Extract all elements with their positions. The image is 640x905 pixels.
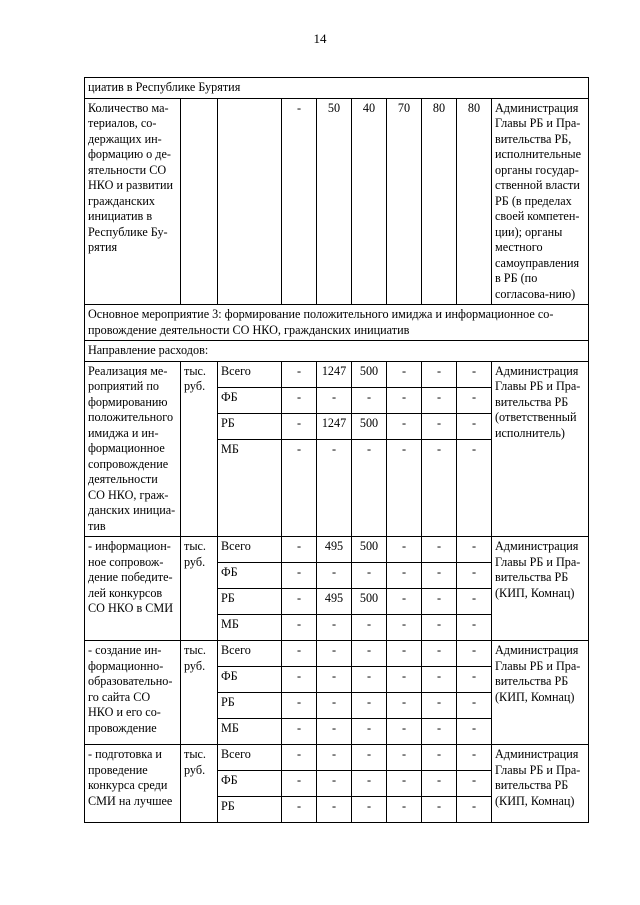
funding-value: - xyxy=(387,387,422,413)
funding-value: - xyxy=(457,387,492,413)
funding-value: - xyxy=(457,745,492,771)
funding-value: - xyxy=(387,589,422,615)
funding-value: - xyxy=(282,667,317,693)
indicator-value: 80 xyxy=(457,98,492,305)
activity-name: Реализация ме-роприятий по формированию положительного имиджа и ин-формационное сопровождение деятельности СО НКО, граж-данских инициа-тив xyxy=(85,361,181,537)
funding-value: - xyxy=(317,387,352,413)
funding-value: - xyxy=(387,563,422,589)
funding-source: ФБ xyxy=(218,387,282,413)
indicator-value: 70 xyxy=(387,98,422,305)
funding-source: Всего xyxy=(218,361,282,387)
funding-source: ФБ xyxy=(218,563,282,589)
funding-value: - xyxy=(422,387,457,413)
funding-value: - xyxy=(457,667,492,693)
funding-value: - xyxy=(352,563,387,589)
funding-source: Всего xyxy=(218,745,282,771)
funding-value: - xyxy=(352,719,387,745)
funding-value: - xyxy=(422,615,457,641)
activity-unit: тыс. руб. xyxy=(181,641,218,745)
funding-source: ФБ xyxy=(218,771,282,797)
funding-source: РБ xyxy=(218,797,282,823)
funding-value: - xyxy=(317,797,352,823)
funding-value: - xyxy=(422,361,457,387)
funding-value: 1247 xyxy=(317,361,352,387)
funding-value: - xyxy=(387,537,422,563)
funding-value: - xyxy=(352,693,387,719)
funding-value: - xyxy=(422,563,457,589)
direction-row xyxy=(85,341,589,362)
indicator-value: - xyxy=(282,98,317,305)
funding-value: - xyxy=(387,413,422,439)
funding-value: - xyxy=(422,797,457,823)
funding-value: - xyxy=(317,771,352,797)
activity-responsible: Администрация Главы РБ и Пра-вительства РБ (КИП, Комнац) xyxy=(492,537,589,641)
funding-value: - xyxy=(282,719,317,745)
funding-value: - xyxy=(422,413,457,439)
funding-value: - xyxy=(282,745,317,771)
funding-value: - xyxy=(422,693,457,719)
activity-responsible: Администрация Главы РБ и Пра-вительства РБ (КИП, Комнац) xyxy=(492,745,589,823)
funding-value: - xyxy=(457,797,492,823)
funding-value: - xyxy=(282,439,317,536)
funding-source: РБ xyxy=(218,413,282,439)
activity-name: - информацион-ное сопровож-дение победите-лей конкурсов СО НКО в СМИ xyxy=(85,537,181,641)
page-number: 14 xyxy=(313,31,327,46)
funding-value: - xyxy=(457,693,492,719)
program-table xyxy=(84,77,589,823)
funding-value: - xyxy=(457,563,492,589)
funding-value: - xyxy=(317,641,352,667)
funding-source: РБ xyxy=(218,693,282,719)
funding-value: - xyxy=(457,641,492,667)
funding-value: - xyxy=(317,563,352,589)
funding-value: 500 xyxy=(352,413,387,439)
activity-responsible: Администрация Главы РБ и Пра-вительства РБ (КИП, Комнац) xyxy=(492,641,589,745)
activity-unit: тыс. руб. xyxy=(181,537,218,641)
funding-value: - xyxy=(352,771,387,797)
funding-value: - xyxy=(457,615,492,641)
indicator-responsible: Администрация Главы РБ и Пра-вительства РБ, исполнительные органы государ-ственной власти РБ (в пределах своей компетен-ции); органы местного самоуправления в РБ (по согласова-нию) xyxy=(492,98,589,305)
funding-value: - xyxy=(282,771,317,797)
funding-value: - xyxy=(282,641,317,667)
indicator-value: 40 xyxy=(352,98,387,305)
funding-value: - xyxy=(282,693,317,719)
funding-value: - xyxy=(282,387,317,413)
continuation-row xyxy=(85,78,589,99)
funding-value: - xyxy=(457,537,492,563)
funding-value: - xyxy=(352,797,387,823)
funding-value: - xyxy=(282,615,317,641)
funding-value: - xyxy=(387,439,422,536)
funding-value: - xyxy=(317,745,352,771)
funding-value: - xyxy=(317,615,352,641)
funding-value: - xyxy=(352,641,387,667)
funding-value: - xyxy=(422,589,457,615)
funding-value: - xyxy=(422,537,457,563)
funding-value: - xyxy=(387,361,422,387)
main-event-row xyxy=(85,305,589,341)
funding-value: - xyxy=(387,667,422,693)
funding-value: - xyxy=(352,387,387,413)
funding-value: 500 xyxy=(352,589,387,615)
funding-value: - xyxy=(457,589,492,615)
table-row xyxy=(85,361,589,387)
funding-value: - xyxy=(457,361,492,387)
funding-value: - xyxy=(352,745,387,771)
funding-value: - xyxy=(457,439,492,536)
funding-value: - xyxy=(387,693,422,719)
funding-value: - xyxy=(352,615,387,641)
indicator-row xyxy=(85,98,589,305)
funding-source: Всего xyxy=(218,641,282,667)
funding-value: 495 xyxy=(317,589,352,615)
funding-source: ФБ xyxy=(218,667,282,693)
funding-value: - xyxy=(422,667,457,693)
funding-value: - xyxy=(387,615,422,641)
activity-responsible: Администрация Главы РБ и Пра-вительства РБ (ответственный исполнитель) xyxy=(492,361,589,537)
funding-value: - xyxy=(282,361,317,387)
funding-value: - xyxy=(422,771,457,797)
funding-value: - xyxy=(387,797,422,823)
funding-value: - xyxy=(422,439,457,536)
indicator-source xyxy=(218,98,282,305)
funding-value: - xyxy=(422,719,457,745)
funding-value: - xyxy=(317,667,352,693)
indicator-value: 50 xyxy=(317,98,352,305)
funding-value: - xyxy=(387,771,422,797)
funding-value: - xyxy=(422,641,457,667)
funding-value: - xyxy=(282,797,317,823)
funding-source: РБ xyxy=(218,589,282,615)
funding-value: - xyxy=(457,719,492,745)
table-row xyxy=(85,745,589,771)
table-row xyxy=(85,641,589,667)
table-row xyxy=(85,537,589,563)
funding-value: - xyxy=(457,413,492,439)
funding-value: - xyxy=(317,439,352,536)
funding-value: 1247 xyxy=(317,413,352,439)
funding-value: - xyxy=(282,537,317,563)
funding-value: 500 xyxy=(352,361,387,387)
indicator-name: Количество ма-териалов, со-держащих ин-формацию о де-ятельности СО НКО и развитии гражданских инициатив в Республике Бу-рятия xyxy=(85,98,181,305)
funding-value: - xyxy=(282,563,317,589)
funding-source: МБ xyxy=(218,615,282,641)
funding-value: - xyxy=(387,745,422,771)
activity-unit: тыс. руб. xyxy=(181,361,218,537)
indicator-value: 80 xyxy=(422,98,457,305)
funding-source: МБ xyxy=(218,439,282,536)
funding-value: - xyxy=(387,719,422,745)
main-event-heading: Основное мероприятие 3: формирование положительного имиджа и информационное со-провождение деятельности СО НКО, гражданских инициатив xyxy=(85,305,589,341)
activity-name: - создание ин-формационно-образовательно-го сайта СО НКО и его со-провождение xyxy=(85,641,181,745)
funding-value: - xyxy=(457,771,492,797)
activity-name: - подготовка и проведение конкурса среди СМИ на лучшее xyxy=(85,745,181,823)
funding-value: - xyxy=(317,693,352,719)
activity-unit: тыс. руб. xyxy=(181,745,218,823)
funding-source: Всего xyxy=(218,537,282,563)
funding-value: - xyxy=(282,589,317,615)
continuation-text: циатив в Республике Бурятия xyxy=(85,78,589,99)
funding-value: 500 xyxy=(352,537,387,563)
funding-value: 495 xyxy=(317,537,352,563)
funding-value: - xyxy=(422,745,457,771)
funding-value: - xyxy=(352,439,387,536)
funding-source: МБ xyxy=(218,719,282,745)
funding-value: - xyxy=(387,641,422,667)
funding-value: - xyxy=(282,413,317,439)
direction-heading: Направление расходов: xyxy=(85,341,589,362)
funding-value: - xyxy=(317,719,352,745)
indicator-unit xyxy=(181,98,218,305)
funding-value: - xyxy=(352,667,387,693)
